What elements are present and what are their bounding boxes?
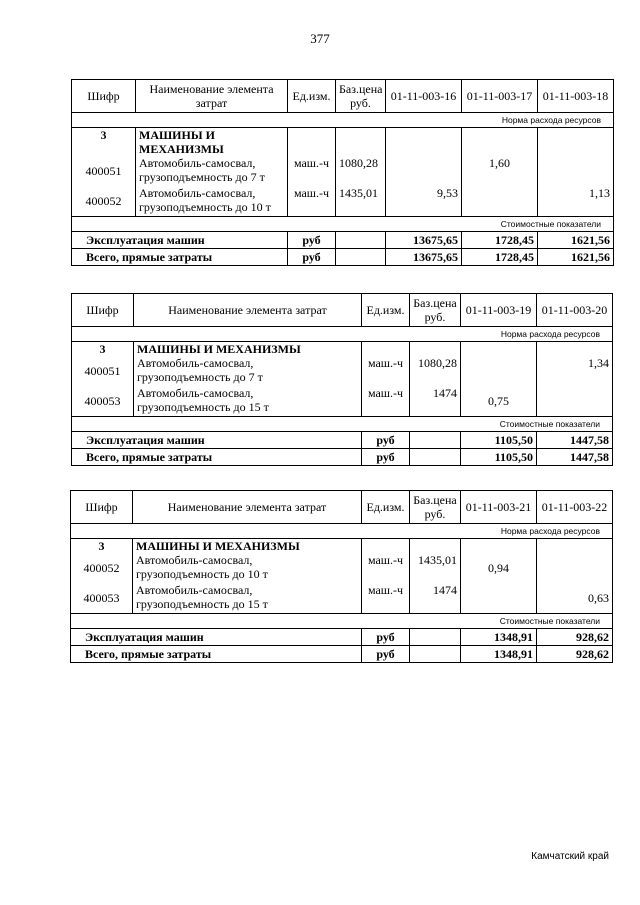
norm-label-row — [72, 327, 613, 342]
row-name: Автомобиль-самосвал, грузоподъемность до 10 т — [133, 553, 362, 583]
empty-cell — [537, 539, 613, 554]
table-row — [72, 156, 614, 186]
table-row — [71, 553, 613, 583]
header-norm-col: 01-11-003-22 — [537, 491, 613, 524]
empty-cell — [537, 342, 613, 357]
cost-label: Стоимостные показатели — [72, 417, 613, 432]
cost-label-row — [72, 217, 614, 232]
total-row — [72, 232, 614, 249]
empty-cell — [336, 128, 386, 157]
header-norm-col: 01-11-003-21 — [461, 491, 537, 524]
row-value: 1,34 — [537, 356, 613, 386]
total-value: 1105,50 — [461, 449, 537, 466]
empty-cell — [410, 342, 461, 357]
row-value: 0,75 — [461, 386, 537, 417]
total-unit: руб — [362, 646, 410, 663]
row-unit: маш.-ч — [362, 553, 410, 583]
row-value — [462, 186, 538, 217]
row-value: 9,53 — [386, 186, 462, 217]
row-price: 1080,28 — [336, 156, 386, 186]
total-label: Всего, прямые затраты — [72, 249, 288, 266]
empty-cell — [336, 232, 386, 249]
row-name: Автомобиль-самосвал, грузоподъемность до 7 т — [134, 356, 362, 386]
row-name: Автомобиль-самосвал, грузоподъемность до 15 т — [134, 386, 362, 417]
total-label: Всего, прямые затраты — [71, 646, 362, 663]
row-name: Автомобиль-самосвал, грузоподъемность до 15 т — [133, 583, 362, 614]
total-value: 1621,56 — [538, 249, 614, 266]
total-value: 928,62 — [537, 629, 613, 646]
empty-cell — [410, 539, 461, 554]
row-value: 1,13 — [538, 186, 614, 217]
norms-table-3 — [70, 490, 613, 663]
total-label: Эксплуатация машин — [72, 432, 362, 449]
section-code: 3 — [72, 342, 134, 357]
section-code: 3 — [72, 128, 136, 157]
table-row — [71, 583, 613, 614]
row-value — [461, 356, 537, 386]
total-value: 1728,45 — [462, 232, 538, 249]
total-unit: руб — [362, 449, 410, 466]
header-name: Наименование элемента затрат — [133, 491, 362, 524]
total-label: Всего, прямые затраты — [72, 449, 362, 466]
header-name: Наименование элемента затрат — [134, 294, 362, 327]
table-row — [72, 356, 613, 386]
header-norm-col: 01-11-003-16 — [386, 80, 462, 113]
header-norm-col: 01-11-003-20 — [537, 294, 613, 327]
row-code: 400052 — [71, 553, 133, 583]
total-value: 1348,91 — [461, 646, 537, 663]
row-price: 1435,01 — [336, 186, 386, 217]
table-header-row — [72, 80, 614, 113]
total-value: 1447,58 — [537, 432, 613, 449]
row-price: 1080,28 — [410, 356, 461, 386]
row-value: 0,63 — [537, 583, 613, 614]
total-value: 1348,91 — [461, 629, 537, 646]
cost-label-row — [71, 614, 613, 629]
section-row — [72, 342, 613, 357]
header-code: Шифр — [72, 80, 136, 113]
header-price: Баз.цена руб. — [410, 294, 461, 327]
row-unit: маш.-ч — [362, 386, 410, 417]
total-row — [72, 449, 613, 466]
row-price: 1474 — [410, 386, 461, 417]
section-code: 3 — [71, 539, 133, 554]
header-price: Баз.цена руб. — [410, 491, 461, 524]
norm-label: Норма расхода ресурсов — [72, 113, 614, 128]
empty-cell — [410, 646, 461, 663]
row-value: 1,60 — [462, 156, 538, 186]
total-unit: руб — [362, 432, 410, 449]
cost-label: Стоимостные показатели — [71, 614, 613, 629]
total-unit: руб — [362, 629, 410, 646]
norms-table-1 — [71, 79, 614, 266]
row-code: 400051 — [72, 156, 136, 186]
total-row — [71, 629, 613, 646]
header-name: Наименование элемента затрат — [136, 80, 288, 113]
section-title: МАШИНЫ И МЕХАНИЗМЫ — [133, 539, 362, 554]
total-value: 13675,65 — [386, 249, 462, 266]
row-value: 0,94 — [461, 553, 537, 583]
row-name: Автомобиль-самосвал, грузоподъемность до 7 т — [136, 156, 288, 186]
empty-cell — [362, 342, 410, 357]
norm-label: Норма расхода ресурсов — [71, 524, 613, 539]
total-value: 1447,58 — [537, 449, 613, 466]
row-value — [537, 386, 613, 417]
header-unit: Ед.изм. — [362, 491, 410, 524]
row-unit: маш.-ч — [362, 356, 410, 386]
total-value: 13675,65 — [386, 232, 462, 249]
empty-cell — [410, 432, 461, 449]
cost-label-row — [72, 417, 613, 432]
total-row — [72, 432, 613, 449]
norm-label: Норма расхода ресурсов — [72, 327, 613, 342]
header-unit: Ед.изм. — [362, 294, 410, 327]
empty-cell — [288, 128, 336, 157]
header-norm-col: 01-11-003-18 — [538, 80, 614, 113]
empty-cell — [410, 629, 461, 646]
row-code: 400053 — [72, 386, 134, 417]
row-price: 1474 — [410, 583, 461, 614]
norm-label-row — [72, 113, 614, 128]
total-unit: руб — [288, 232, 336, 249]
empty-cell — [336, 249, 386, 266]
row-value — [538, 156, 614, 186]
row-value — [386, 156, 462, 186]
section-row — [71, 539, 613, 554]
section-title: МАШИНЫ И МЕХАНИЗМЫ — [136, 128, 288, 157]
empty-cell — [410, 449, 461, 466]
section-row — [72, 128, 614, 157]
norms-table-2 — [71, 293, 613, 466]
header-code: Шифр — [72, 294, 134, 327]
page-number: 377 — [310, 31, 330, 46]
empty-cell — [462, 128, 538, 157]
row-unit: маш.-ч — [288, 186, 336, 217]
header-price: Баз.цена руб. — [336, 80, 386, 113]
section-title: МАШИНЫ И МЕХАНИЗМЫ — [134, 342, 362, 357]
empty-cell — [538, 128, 614, 157]
footer-region: Камчатский край — [531, 851, 609, 862]
empty-cell — [362, 539, 410, 554]
empty-cell — [461, 342, 537, 357]
table-header-row — [72, 294, 613, 327]
total-label: Эксплуатация машин — [71, 629, 362, 646]
row-code: 400053 — [71, 583, 133, 614]
header-unit: Ед.изм. — [288, 80, 336, 113]
empty-cell — [461, 539, 537, 554]
cost-label: Стоимостные показатели — [72, 217, 614, 232]
header-code: Шифр — [71, 491, 133, 524]
total-label: Эксплуатация машин — [72, 232, 288, 249]
total-row — [71, 646, 613, 663]
total-value: 1105,50 — [461, 432, 537, 449]
table-row — [72, 186, 614, 217]
table-header-row — [71, 491, 613, 524]
total-value: 1621,56 — [538, 232, 614, 249]
total-value: 1728,45 — [462, 249, 538, 266]
total-unit: руб — [288, 249, 336, 266]
empty-cell — [386, 128, 462, 157]
row-unit: маш.-ч — [288, 156, 336, 186]
total-value: 928,62 — [537, 646, 613, 663]
row-value — [461, 583, 537, 614]
header-norm-col: 01-11-003-17 — [462, 80, 538, 113]
table-row — [72, 386, 613, 417]
norm-label-row — [71, 524, 613, 539]
row-code: 400052 — [72, 186, 136, 217]
total-row — [72, 249, 614, 266]
header-norm-col: 01-11-003-19 — [461, 294, 537, 327]
row-price: 1435,01 — [410, 553, 461, 583]
row-unit: маш.-ч — [362, 583, 410, 614]
row-code: 400051 — [72, 356, 134, 386]
row-name: Автомобиль-самосвал, грузоподъемность до 10 т — [136, 186, 288, 217]
row-value — [537, 553, 613, 583]
